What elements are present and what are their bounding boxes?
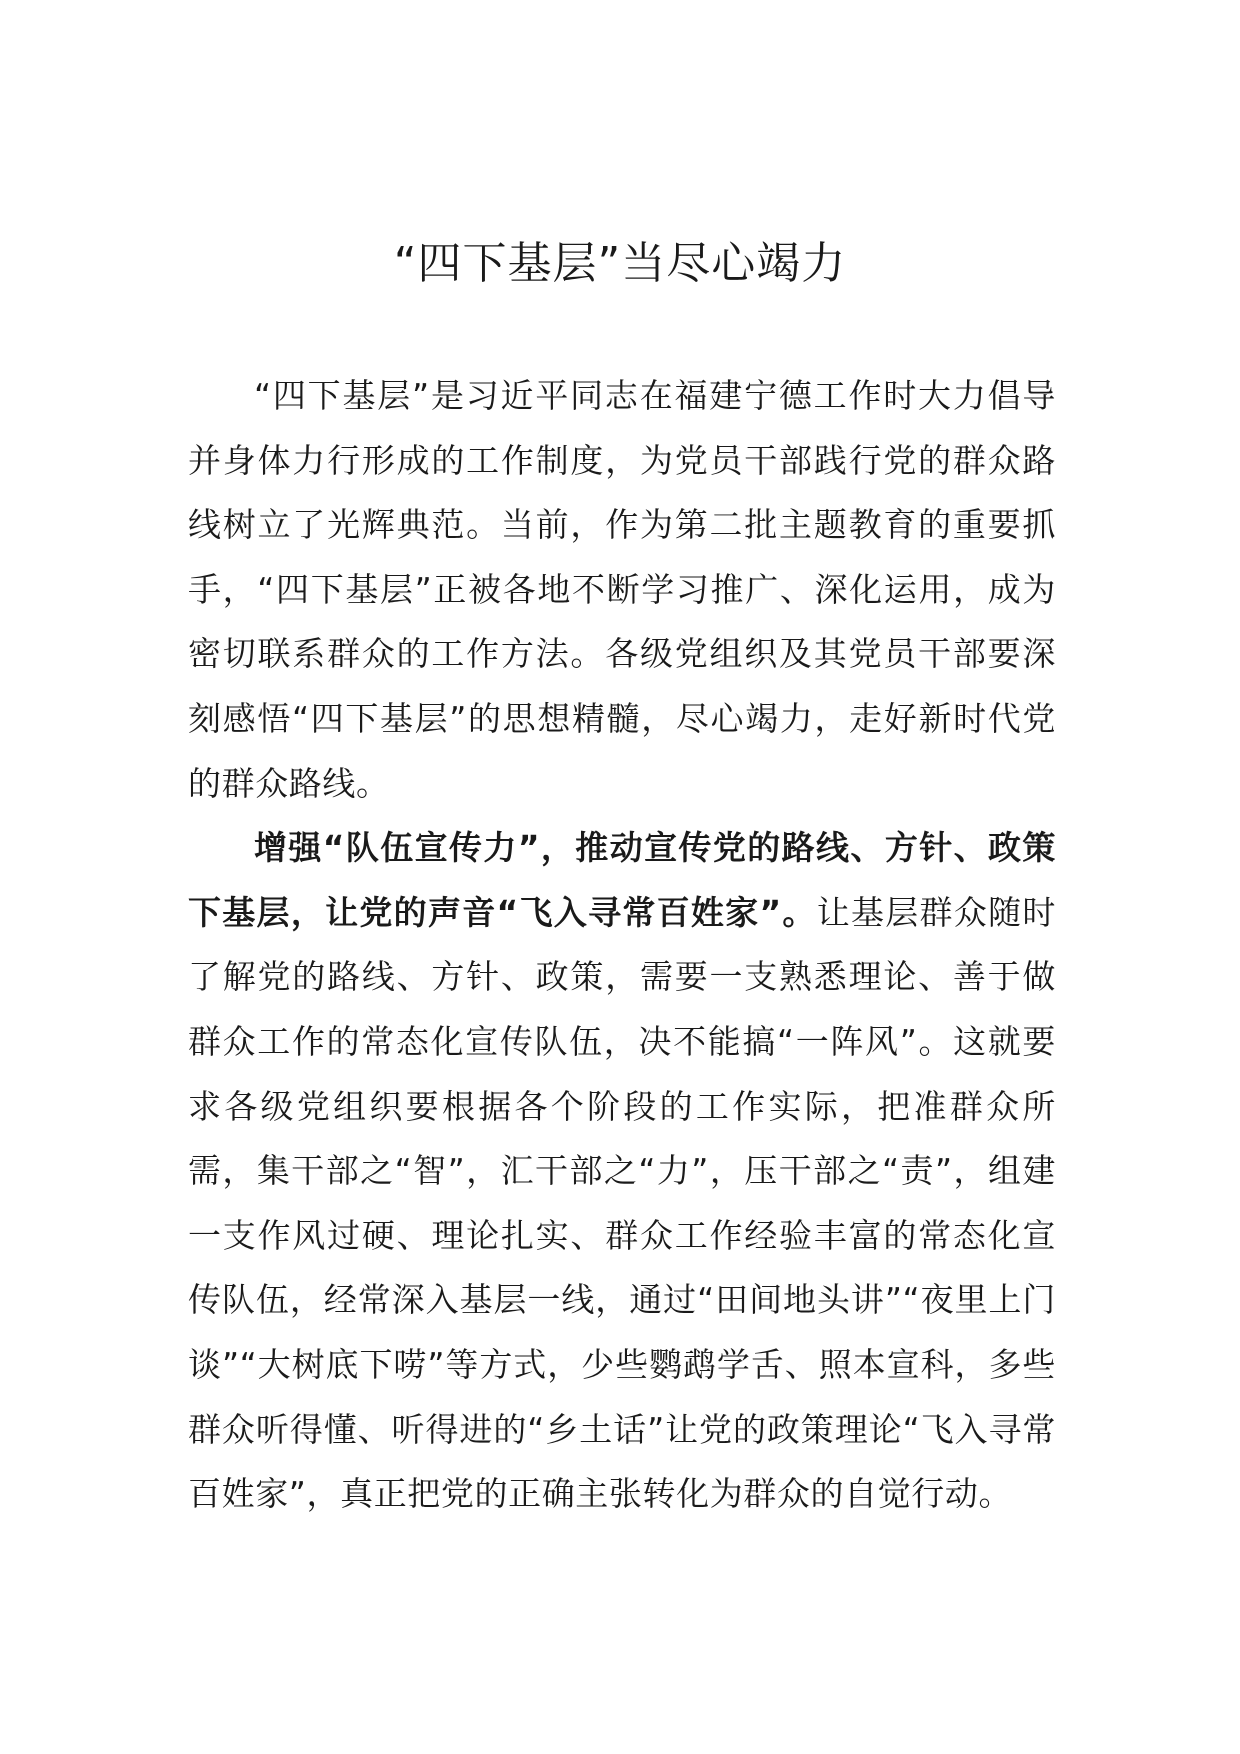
paragraph-team-publicity-text: 让基层群众随时了解党的路线、方针、政策，需要一支熟悉理论、善于做群众工作的常态化宣传队伍，决不能搞“一阵风”。这就要求各级党组织要根据各个阶段的工作实际，把准群众所需，集干部之“智”，汇干部之“力”，压干部之“责”，组建一支作风过硬、理论扎实、群众工作经验丰富的常态化宣传队伍，经常深入基层一线，通过“田间地头讲”“夜里上门谈”“大树底下唠”等方式，少些鹦鹉学舌、照本宣科，多些群众听得懂、听得进的“乡土话”让党的政策理论“飞入寻常百姓家”，真正把党的正确主张转化为群众的自觉行动。 bbox=[188, 892, 1057, 1514]
document-body bbox=[188, 364, 1056, 1527]
document-title: “四下基层”当尽心竭力 bbox=[393, 238, 847, 289]
paragraph-intro bbox=[188, 364, 1056, 816]
paragraph-intro-text: “四下基层”是习近平同志在福建宁德工作时大力倡导并身体力行形成的工作制度，为党员干部践行党的群众路线树立了光辉典范。当前，作为第二批主题教育的重要抓手，“四下基层”正被各地不断学习推广、深化运用，成为密切联系群众的工作方法。各级党组织及其党员干部要深刻感悟“四下基层”的思想精髓，尽心竭力，走好新时代党的群众路线。 bbox=[188, 376, 1056, 803]
paragraph-team-publicity-lead: 增强“队伍宣传力”，推动宣传党的路线、方针、政策下基层，让党的声音“飞入寻常百姓家”。 bbox=[188, 828, 1056, 932]
paragraph-team-publicity bbox=[188, 816, 1056, 1527]
